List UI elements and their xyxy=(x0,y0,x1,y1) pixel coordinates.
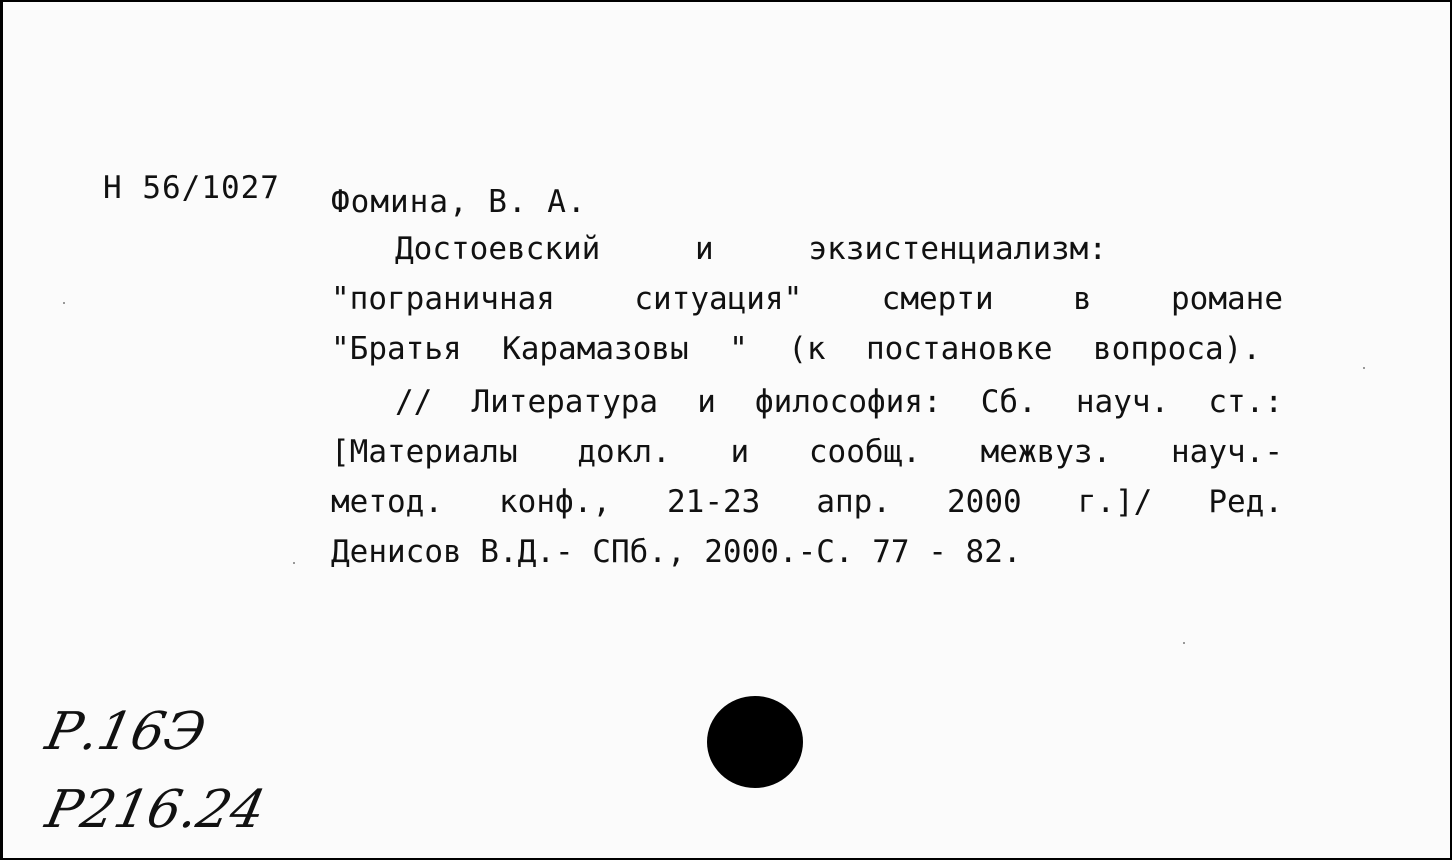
speck xyxy=(1183,642,1185,644)
source-line-1: // Литература и философия: Сб. науч. ст.: xyxy=(395,384,1283,420)
title-line-1: Достоевский и экзистенциализм: xyxy=(395,231,1107,267)
speck xyxy=(63,302,65,304)
shelfmark: Н 56/1027 xyxy=(103,170,280,206)
author-heading: Фомина, В. А. xyxy=(331,184,587,220)
source-line-2: [Материалы докл. и сообщ. межвуз. науч.- xyxy=(331,434,1283,470)
handwritten-classmark-2: Р216.24 xyxy=(40,780,271,840)
speck xyxy=(293,562,295,564)
speck xyxy=(1363,367,1365,369)
punch-hole xyxy=(707,696,803,788)
title-line-3: "Братья Карамазовы " (к постановке вопроса). xyxy=(331,331,1261,367)
source-line-4: Денисов В.Д.- СПб., 2000.-С. 77 - 82. xyxy=(331,534,1022,570)
title-line-2: "пограничная ситуация" смерти в романе xyxy=(331,281,1283,317)
handwritten-classmark-1: Р.16Э xyxy=(40,702,211,762)
source-line-3: метод. конф., 21-23 апр. 2000 г.]/ Ред. xyxy=(331,484,1283,520)
speck xyxy=(1451,272,1452,274)
